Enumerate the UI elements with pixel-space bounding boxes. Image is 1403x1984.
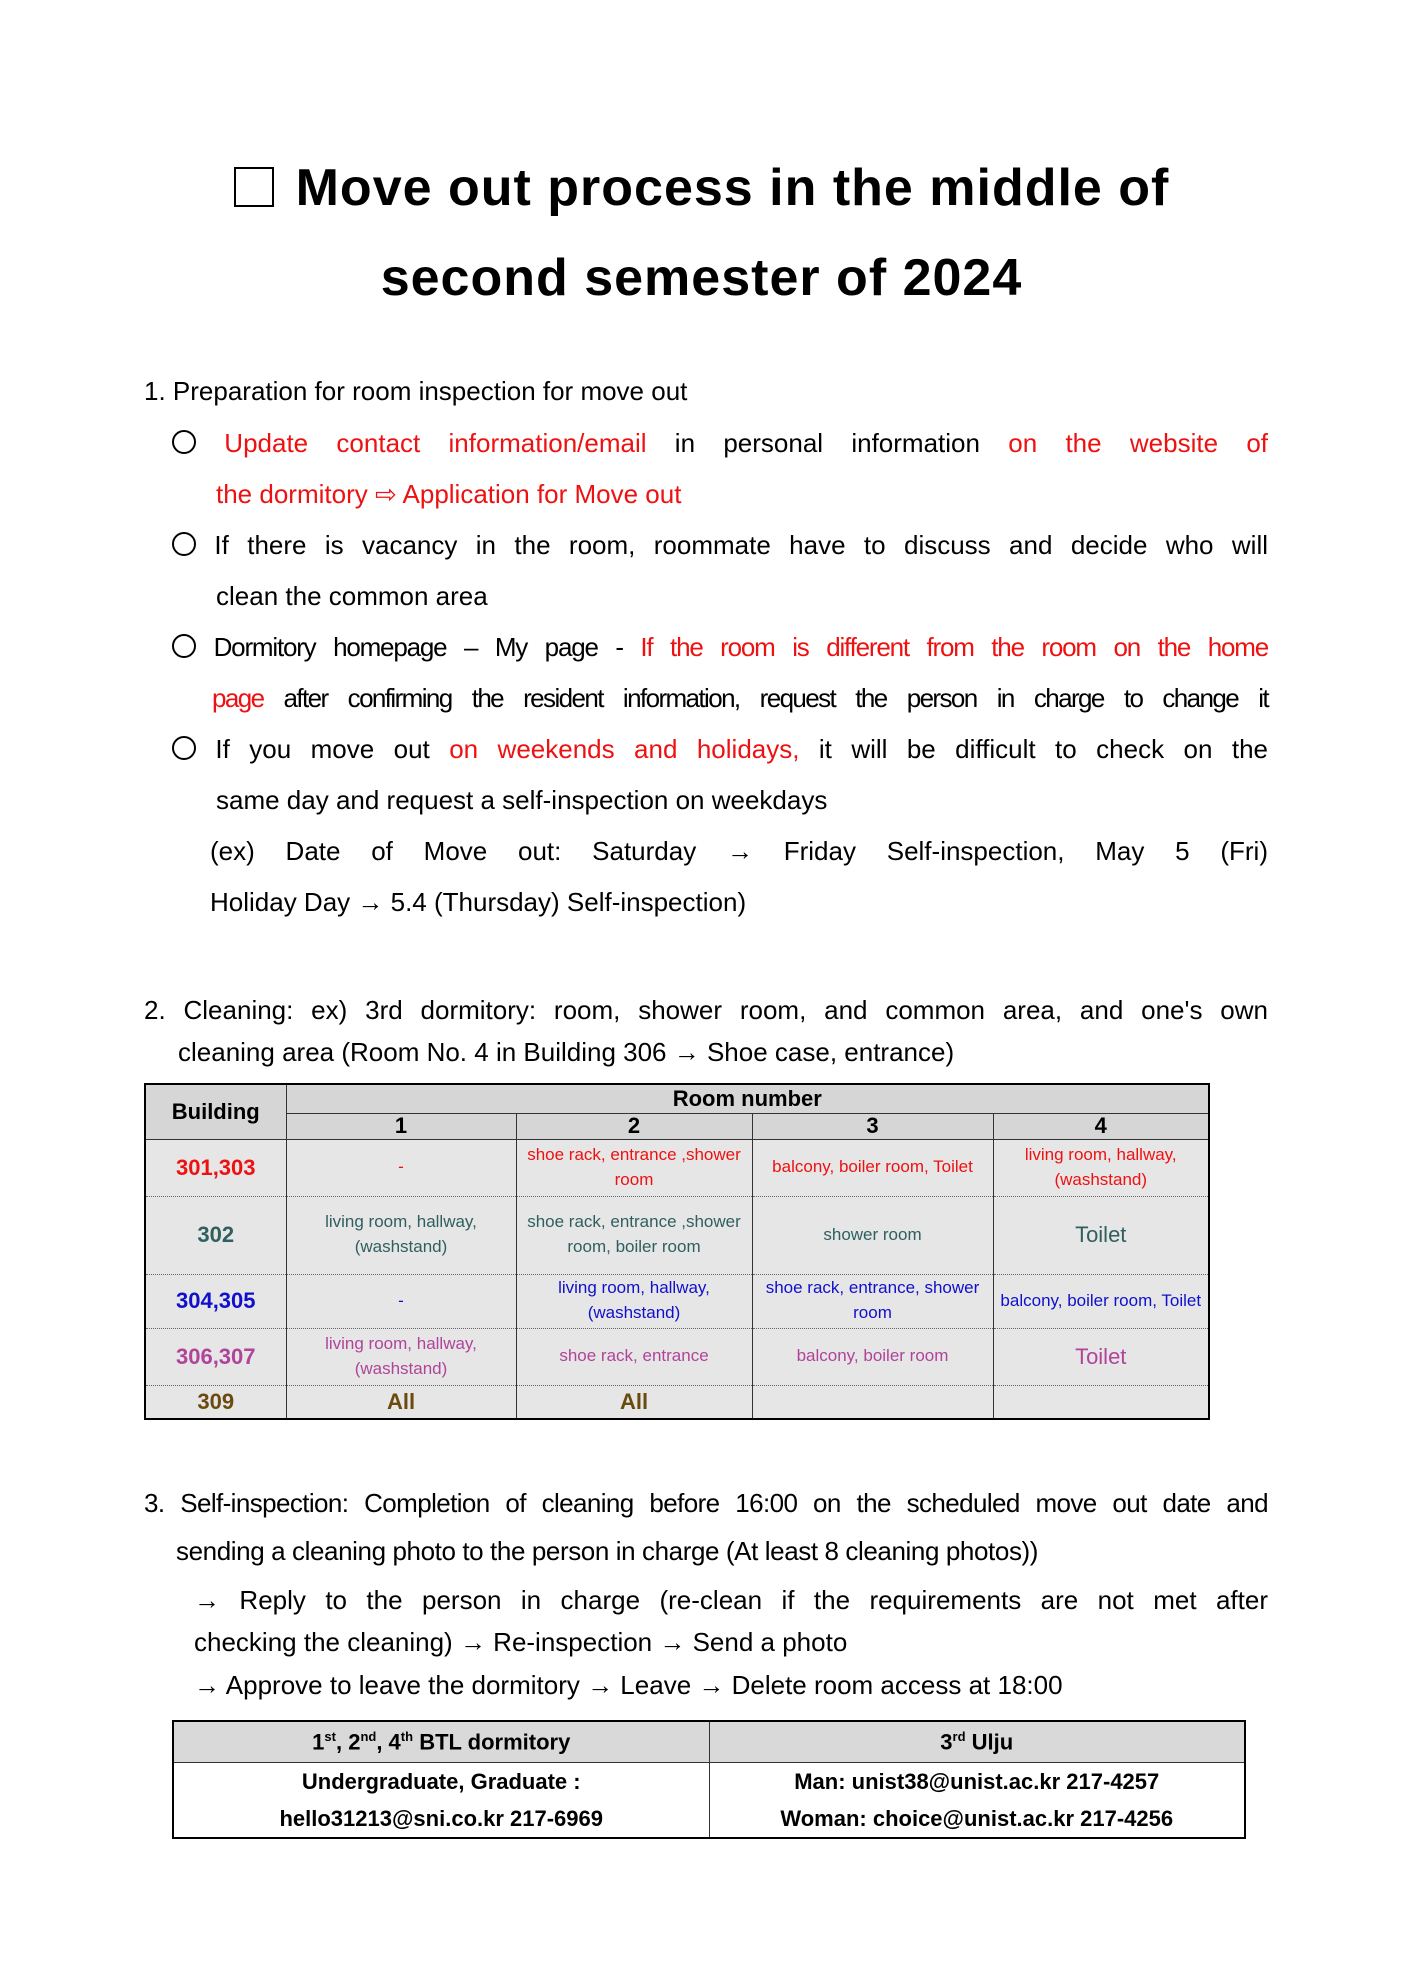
- red-text: Update contact information/email: [224, 428, 647, 458]
- btl-contact-email-phone: hello31213@sni.co.kr 217-6969: [279, 1806, 604, 1831]
- contacts-table: [172, 1720, 1246, 1839]
- table-cell: Toilet: [993, 1328, 1209, 1385]
- table-row: [145, 1274, 1209, 1328]
- text: If there is vacancy in the room, roommate have to discuss and decide who will: [214, 530, 1268, 560]
- table-cell: shoe rack, entrance: [516, 1328, 752, 1385]
- red-text: on the website of: [1008, 428, 1269, 458]
- table-cell: All: [516, 1385, 752, 1419]
- circle-bullet-icon: [172, 430, 196, 454]
- table-cell: [752, 1385, 993, 1419]
- building-cell: 309: [145, 1385, 286, 1419]
- room-number-header: Room number: [286, 1084, 1209, 1113]
- section-3-step-1: → Reply to the person in charge (re-clean if the requirements are not met after: [194, 1585, 1268, 1615]
- table-row: [145, 1328, 1209, 1385]
- section-1-item-3: [172, 632, 1268, 663]
- table-cell: balcony, boiler room: [752, 1328, 993, 1385]
- section-1-example-cont: Holiday Day → 5.4 (Thursday) Self-inspection): [210, 887, 747, 917]
- text: it will be difficult to check on the: [799, 734, 1268, 764]
- table-cell: -: [286, 1274, 516, 1328]
- table-cell: living room, hallway,(washstand): [286, 1328, 516, 1385]
- table-cell: living room, hallway,(washstand): [286, 1196, 516, 1274]
- table-cell: shoe rack, entrance, shower room: [752, 1274, 993, 1328]
- btl-contact-label: Undergraduate, Graduate :: [301, 1769, 581, 1794]
- btl-dormitory-header: 1st, 2nd, 4th BTL dormitory: [173, 1721, 709, 1763]
- text: Dormitory homepage – My page -: [213, 632, 641, 662]
- section-1-item-4-cont: same day and request a self-inspection on weekdays: [216, 785, 828, 815]
- red-text: page: [212, 683, 264, 713]
- white-square-icon: [234, 167, 274, 207]
- building-cell: 301,303: [145, 1139, 286, 1196]
- ulju-contact-man: Man: unist38@unist.ac.kr 217-4257: [794, 1769, 1160, 1794]
- red-text: on weekends and holidays,: [449, 734, 800, 764]
- room-col-header: 1: [286, 1113, 516, 1139]
- room-col-header: 3: [752, 1113, 993, 1139]
- table-cell: Toilet: [993, 1196, 1209, 1274]
- building-cell: 304,305: [145, 1274, 286, 1328]
- red-text: If the room is different from the room on the home: [640, 632, 1268, 662]
- section-1-item-2: [172, 530, 1268, 561]
- building-cell: 306,307: [145, 1328, 286, 1385]
- ulju-contact-cell: [709, 1763, 1245, 1839]
- title-text-1: Move out process in the middle of: [295, 159, 1170, 217]
- table-cell: All: [286, 1385, 516, 1419]
- table-cell: balcony, boiler room, Toilet: [993, 1274, 1209, 1328]
- circle-bullet-icon: [172, 532, 196, 556]
- table-cell: shoe rack, entrance ,shower room, boiler room: [516, 1196, 752, 1274]
- table-cell: [993, 1385, 1209, 1419]
- building-cell: 302: [145, 1196, 286, 1274]
- text: in personal information: [646, 428, 1009, 458]
- table-cell: shoe rack, entrance ,shower room: [516, 1139, 752, 1196]
- section-3-heading: 3. Self-inspection: Completion of cleaning before 16:00 on the scheduled move out date and: [144, 1488, 1268, 1518]
- table-cell: living room, hallway,(washstand): [516, 1274, 752, 1328]
- text: If you move out: [215, 734, 450, 764]
- table-row: [145, 1139, 1209, 1196]
- table-cell: living room, hallway,(washstand): [993, 1139, 1209, 1196]
- section-3-step-2: → Approve to leave the dormitory → Leave → Delete room access at 18:00: [194, 1670, 1063, 1700]
- table-cell: balcony, boiler room, Toilet: [752, 1139, 993, 1196]
- section-1-item-2-cont: clean the common area: [216, 581, 488, 611]
- section-3-heading-cont: sending a cleaning photo to the person in charge (At least 8 cleaning photos)): [176, 1536, 1039, 1566]
- btl-contact-cell: [173, 1763, 709, 1839]
- section-1-item-4: [172, 734, 1268, 765]
- section-1-item-3-cont: [212, 683, 1268, 714]
- section-2-heading-cont: cleaning area (Room No. 4 in Building 306 → Shoe case, entrance): [178, 1037, 955, 1067]
- section-1-item-1-cont: the dormitory ⇨ Application for Move out: [216, 479, 682, 509]
- table-cell: -: [286, 1139, 516, 1196]
- table-row: [145, 1385, 1209, 1419]
- section-3-step-1-cont: checking the cleaning) → Re-inspection → Send a photo: [194, 1627, 848, 1657]
- ulju-contact-woman: Woman: choice@unist.ac.kr 217-4256: [780, 1806, 1174, 1831]
- table-row: [145, 1196, 1209, 1274]
- section-2-heading: 2. Cleaning: ex) 3rd dormitory: room, shower room, and common area, and one's own: [144, 995, 1268, 1025]
- room-col-header: 2: [516, 1113, 752, 1139]
- section-1-example: (ex) Date of Move out: Saturday → Friday Self-inspection, May 5 (Fri): [210, 836, 1268, 866]
- page-title-line-2: second semester of 2024: [380, 249, 1023, 307]
- building-header: Building: [145, 1084, 286, 1139]
- room-col-header: 4: [993, 1113, 1209, 1139]
- ulju-header: 3rd Ulju: [709, 1721, 1245, 1763]
- cleaning-area-table: [144, 1083, 1210, 1420]
- section-1-heading: 1. Preparation for room inspection for move out: [144, 376, 688, 406]
- text: after confirming the resident information, request the person in charge to change it: [263, 683, 1268, 713]
- circle-bullet-icon: [172, 736, 196, 760]
- page-title-line-1: [0, 158, 1403, 218]
- table-cell: shower room: [752, 1196, 993, 1274]
- circle-bullet-icon: [172, 634, 196, 658]
- section-1-item-1: [172, 428, 1268, 459]
